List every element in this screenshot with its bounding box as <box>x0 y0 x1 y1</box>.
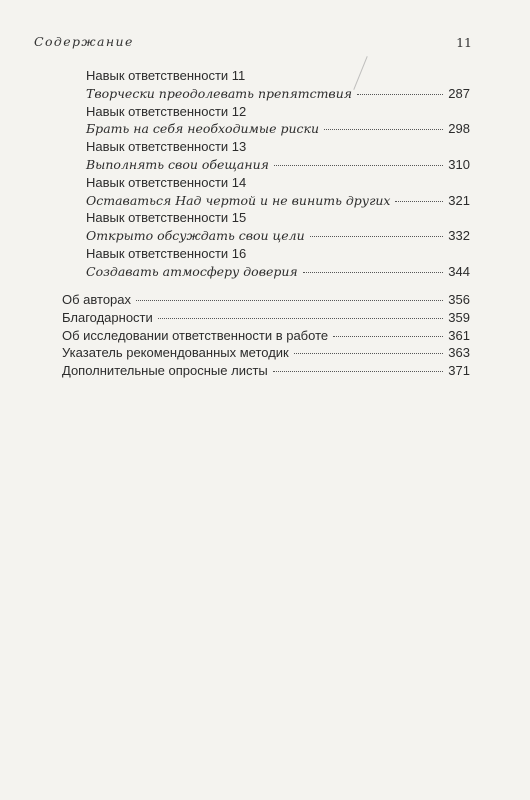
toc-entry-title: Об исследовании ответственности в работе <box>62 327 329 343</box>
toc-entry-page: 298 <box>448 121 470 137</box>
dot-leader <box>310 236 444 237</box>
toc-entry[interactable] <box>86 156 470 174</box>
toc-entry-page: 361 <box>448 327 470 343</box>
toc-back-matter-section <box>62 291 470 380</box>
toc-entry-page: 371 <box>448 363 470 379</box>
toc-entry[interactable] <box>86 85 470 103</box>
page-number: 11 <box>456 35 472 50</box>
toc-entry[interactable] <box>86 227 470 245</box>
toc-entry-page: 359 <box>448 309 470 325</box>
toc-entry[interactable] <box>62 327 470 345</box>
dot-leader <box>158 318 444 319</box>
dot-leader <box>303 272 444 273</box>
toc-entry-page: 356 <box>448 292 470 307</box>
dot-leader <box>333 336 443 337</box>
toc-entry-title: Указатель рекомендованных методик <box>62 345 289 361</box>
toc-skill-heading: Навык ответственности 11 <box>86 68 246 83</box>
dot-leader <box>357 94 443 95</box>
toc-entry-page: 363 <box>448 345 470 361</box>
toc-entry[interactable] <box>62 291 470 309</box>
toc-skill-heading: Навык ответственности 13 <box>86 139 247 155</box>
running-head: Содержание <box>34 34 134 49</box>
dot-leader <box>274 165 443 166</box>
toc-entry[interactable] <box>62 344 470 362</box>
toc-entry-page: 310 <box>448 156 470 172</box>
toc-entry-title: Творчески преодолевать препятствия <box>86 85 353 101</box>
toc-entry-page: 332 <box>448 228 470 244</box>
toc-entry-title: Дополнительные опросные листы <box>62 363 268 379</box>
toc-skill-heading: Навык ответственности 12 <box>86 103 247 119</box>
toc-skill-heading: Навык ответственности 15 <box>86 210 247 226</box>
toc-entry-title: Оставаться Над чертой и не винить других <box>86 192 391 208</box>
dot-leader <box>395 201 443 202</box>
toc-entry-title: Выполнять свои обещания <box>86 156 269 172</box>
toc-entry-page: 344 <box>448 263 470 279</box>
toc-entry-title: Благодарности <box>62 309 153 325</box>
toc-entry[interactable] <box>62 309 470 327</box>
toc-entry-title: Создавать атмосферу доверия <box>86 263 298 279</box>
toc-entry[interactable] <box>86 263 470 281</box>
toc-entry-page: 287 <box>448 85 470 101</box>
toc-entry-title: Брать на себя необходимые риски <box>86 121 320 137</box>
toc-entry-page: 321 <box>448 192 470 208</box>
toc-entry-title: Открыто обсуждать свои цели <box>86 228 305 244</box>
toc-entry[interactable] <box>62 362 470 380</box>
toc-skills-section <box>86 67 470 281</box>
dot-leader <box>294 353 444 354</box>
dot-leader <box>136 300 443 301</box>
dot-leader <box>324 129 443 130</box>
toc-entry[interactable] <box>86 192 470 210</box>
toc-entry-title: Об авторах <box>62 292 132 307</box>
toc-entry[interactable] <box>86 120 470 138</box>
dot-leader <box>273 371 444 372</box>
toc-skill-heading: Навык ответственности 16 <box>86 245 247 261</box>
toc-skill-heading: Навык ответственности 14 <box>86 174 247 190</box>
